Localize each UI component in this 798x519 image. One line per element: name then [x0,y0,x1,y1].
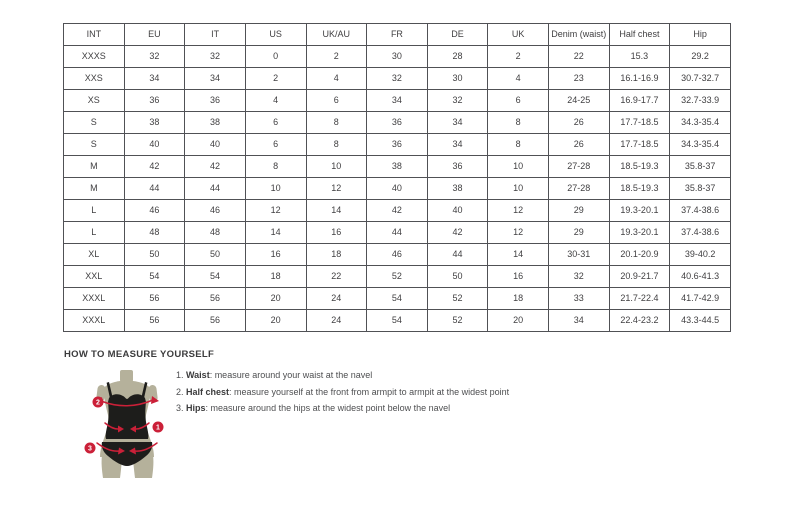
table-cell: 44 [427,244,488,266]
table-cell: 34 [185,68,246,90]
table-cell: XL [64,244,125,266]
table-cell: 38 [367,156,428,178]
table-cell: 8 [306,112,367,134]
step-number: 3. [176,403,187,413]
size-chart-table [63,23,731,332]
table-cell: 10 [306,156,367,178]
column-header: FR [367,24,428,46]
column-header: UK/AU [306,24,367,46]
table-cell: 44 [367,222,428,244]
table-cell: 12 [488,222,549,244]
table-cell: 18 [306,244,367,266]
table-cell: 21.7-22.4 [609,288,670,310]
table-cell: M [64,156,125,178]
table-row [64,134,731,156]
table-cell: 18 [245,266,306,288]
table-cell: 8 [306,134,367,156]
table-cell: 35.8-37 [670,178,731,200]
table-cell: 34 [367,90,428,112]
table-cell: 34.3-35.4 [670,112,731,134]
table-row [64,244,731,266]
table-cell: 0 [245,46,306,68]
table-cell: 32 [124,46,185,68]
column-header: UK [488,24,549,46]
table-cell: 34.3-35.4 [670,134,731,156]
table-row [64,288,731,310]
table-cell: 8 [488,112,549,134]
table-cell: S [64,112,125,134]
measure-step [176,388,509,398]
badge-half-chest-number: 2 [96,399,100,407]
table-cell: 38 [185,112,246,134]
measure-step [176,404,509,414]
table-cell: 16.9-17.7 [609,90,670,112]
table-header [64,24,731,46]
table-cell: 43.3-44.5 [670,310,731,332]
table-cell: 26 [549,112,610,134]
table-cell: 54 [367,288,428,310]
table-cell: 17.7-18.5 [609,134,670,156]
measure-step [176,371,509,381]
column-header: Half chest [609,24,670,46]
table-cell: 24-25 [549,90,610,112]
table-cell: 27-28 [549,156,610,178]
column-header: INT [64,24,125,46]
measure-steps-list [176,371,509,421]
column-header: IT [185,24,246,46]
table-cell: 56 [124,288,185,310]
table-cell: 28 [427,46,488,68]
table-cell: 2 [488,46,549,68]
table-cell: 52 [427,288,488,310]
table-cell: 40 [427,200,488,222]
table-cell: 34 [124,68,185,90]
table-cell: XXXL [64,288,125,310]
table-cell: 30-31 [549,244,610,266]
table-cell: 39-40.2 [670,244,731,266]
table-cell: 18.5-19.3 [609,178,670,200]
table-cell: 16 [245,244,306,266]
table-cell: 16 [306,222,367,244]
table-row [64,310,731,332]
table-cell: 18.5-19.3 [609,156,670,178]
table-cell: 14 [245,222,306,244]
table-cell: 16 [488,266,549,288]
table-cell: 18 [488,288,549,310]
table-cell: XXS [64,68,125,90]
table-cell: 26 [549,134,610,156]
table-cell: 29 [549,222,610,244]
table-cell: 50 [124,244,185,266]
column-header: US [245,24,306,46]
table-cell: 36 [124,90,185,112]
table-cell: 56 [185,288,246,310]
column-header: DE [427,24,488,46]
table-cell: 20.9-21.7 [609,266,670,288]
table-cell: 56 [124,310,185,332]
swimsuit-top [106,394,149,439]
table-cell: 40.6-41.3 [670,266,731,288]
table-cell: 12 [245,200,306,222]
measure-badge-waist [153,422,164,433]
how-to-measure-title: HOW TO MEASURE YOURSELF [64,349,215,360]
table-cell: 19.3-20.1 [609,200,670,222]
table-cell: 4 [306,68,367,90]
table-cell: 19.3-20.1 [609,222,670,244]
table-cell: 37.4-38.6 [670,222,731,244]
measure-badge-hips [85,443,96,454]
table-cell: 22.4-23.2 [609,310,670,332]
table-cell: 46 [185,200,246,222]
table-cell: M [64,178,125,200]
table-cell: 20 [488,310,549,332]
step-label: Waist [186,370,210,380]
table-cell: 34 [549,310,610,332]
table-cell: 42 [367,200,428,222]
table-cell: 32.7-33.9 [670,90,731,112]
table-row [64,178,731,200]
table-cell: 32 [367,68,428,90]
table-cell: 54 [367,310,428,332]
table-row [64,112,731,134]
measure-badge-half-chest [93,397,104,408]
table-cell: 27-28 [549,178,610,200]
table-cell: 46 [367,244,428,266]
header-row [64,24,731,46]
table-cell: 6 [245,112,306,134]
table-cell: 12 [306,178,367,200]
table-cell: 4 [245,90,306,112]
step-label: Half chest [186,386,230,397]
table-cell: 6 [245,134,306,156]
table-cell: 38 [427,178,488,200]
table-cell: XXXL [64,310,125,332]
table-cell: 29 [549,200,610,222]
table-cell: 40 [124,134,185,156]
table-row [64,90,731,112]
table-cell: 40 [185,134,246,156]
table-cell: 36 [367,134,428,156]
table-cell: 32 [185,46,246,68]
table-cell: 32 [427,90,488,112]
table-cell: 12 [488,200,549,222]
table-cell: 52 [367,266,428,288]
table-cell: 20 [245,288,306,310]
table-cell: 48 [124,222,185,244]
table-cell: 42 [124,156,185,178]
table-cell: 6 [488,90,549,112]
table-cell: 20.1-20.9 [609,244,670,266]
table-cell: 15.3 [609,46,670,68]
table-cell: 20 [245,310,306,332]
table-row [64,156,731,178]
table-cell: 17.7-18.5 [609,112,670,134]
table-cell: XS [64,90,125,112]
table-cell: 38 [124,112,185,134]
table-cell: 41.7-42.9 [670,288,731,310]
table-row [64,200,731,222]
table-row [64,46,731,68]
table-cell: 14 [306,200,367,222]
table-cell: 10 [245,178,306,200]
step-number: 2. [176,386,187,397]
table-cell: 54 [124,266,185,288]
table-cell: 8 [488,134,549,156]
table-cell: 23 [549,68,610,90]
table-cell: 36 [367,112,428,134]
table-row [64,266,731,288]
table-cell: 32 [549,266,610,288]
mannequin-neck [120,370,133,382]
table-cell: 30 [367,46,428,68]
table-cell: 44 [185,178,246,200]
table-cell: 8 [245,156,306,178]
table-cell: L [64,200,125,222]
step-text: : measure around the hips at the widest point below the navel [205,403,451,413]
table-cell: 14 [488,244,549,266]
table-cell: 56 [185,310,246,332]
table-cell: 50 [185,244,246,266]
table-cell: 48 [185,222,246,244]
table-cell: 10 [488,178,549,200]
table-body [64,46,731,332]
table-cell: 22 [306,266,367,288]
step-text: : measure yourself at the front from armpit to armpit at the widest point [229,386,510,397]
column-header: Denim (waist) [549,24,610,46]
table-cell: 16.1-16.9 [609,68,670,90]
table-cell: 22 [549,46,610,68]
badge-waist-number: 1 [156,424,160,432]
table-cell: 4 [488,68,549,90]
table-cell: 33 [549,288,610,310]
table-cell: 30 [427,68,488,90]
table-cell: S [64,134,125,156]
table-cell: 2 [306,46,367,68]
table-row [64,222,731,244]
step-label: Hips [186,403,206,413]
table-cell: 42 [427,222,488,244]
table-cell: L [64,222,125,244]
table-cell: 44 [124,178,185,200]
step-text: : measure around your waist at the navel [209,370,373,380]
table-cell: 46 [124,200,185,222]
table-cell: 36 [185,90,246,112]
table-cell: 2 [245,68,306,90]
table-cell: 40 [367,178,428,200]
table-cell: 42 [185,156,246,178]
table-cell: 34 [427,134,488,156]
table-cell: 24 [306,310,367,332]
table-cell: 37.4-38.6 [670,200,731,222]
step-number: 1. [176,370,187,380]
measurement-illustration [76,369,192,483]
table-cell: 29.2 [670,46,731,68]
table-cell: 24 [306,288,367,310]
table-cell: 34 [427,112,488,134]
table-cell: 36 [427,156,488,178]
table-cell: XXL [64,266,125,288]
table-cell: 10 [488,156,549,178]
table-cell: 50 [427,266,488,288]
table-row [64,68,731,90]
table-cell: 6 [306,90,367,112]
table-cell: 54 [185,266,246,288]
badge-hips-number: 3 [88,445,92,453]
column-header: Hip [670,24,731,46]
column-header: EU [124,24,185,46]
table-cell: 30.7-32.7 [670,68,731,90]
table-cell: 52 [427,310,488,332]
table-cell: 35.8-37 [670,156,731,178]
table-cell: XXXS [64,46,125,68]
